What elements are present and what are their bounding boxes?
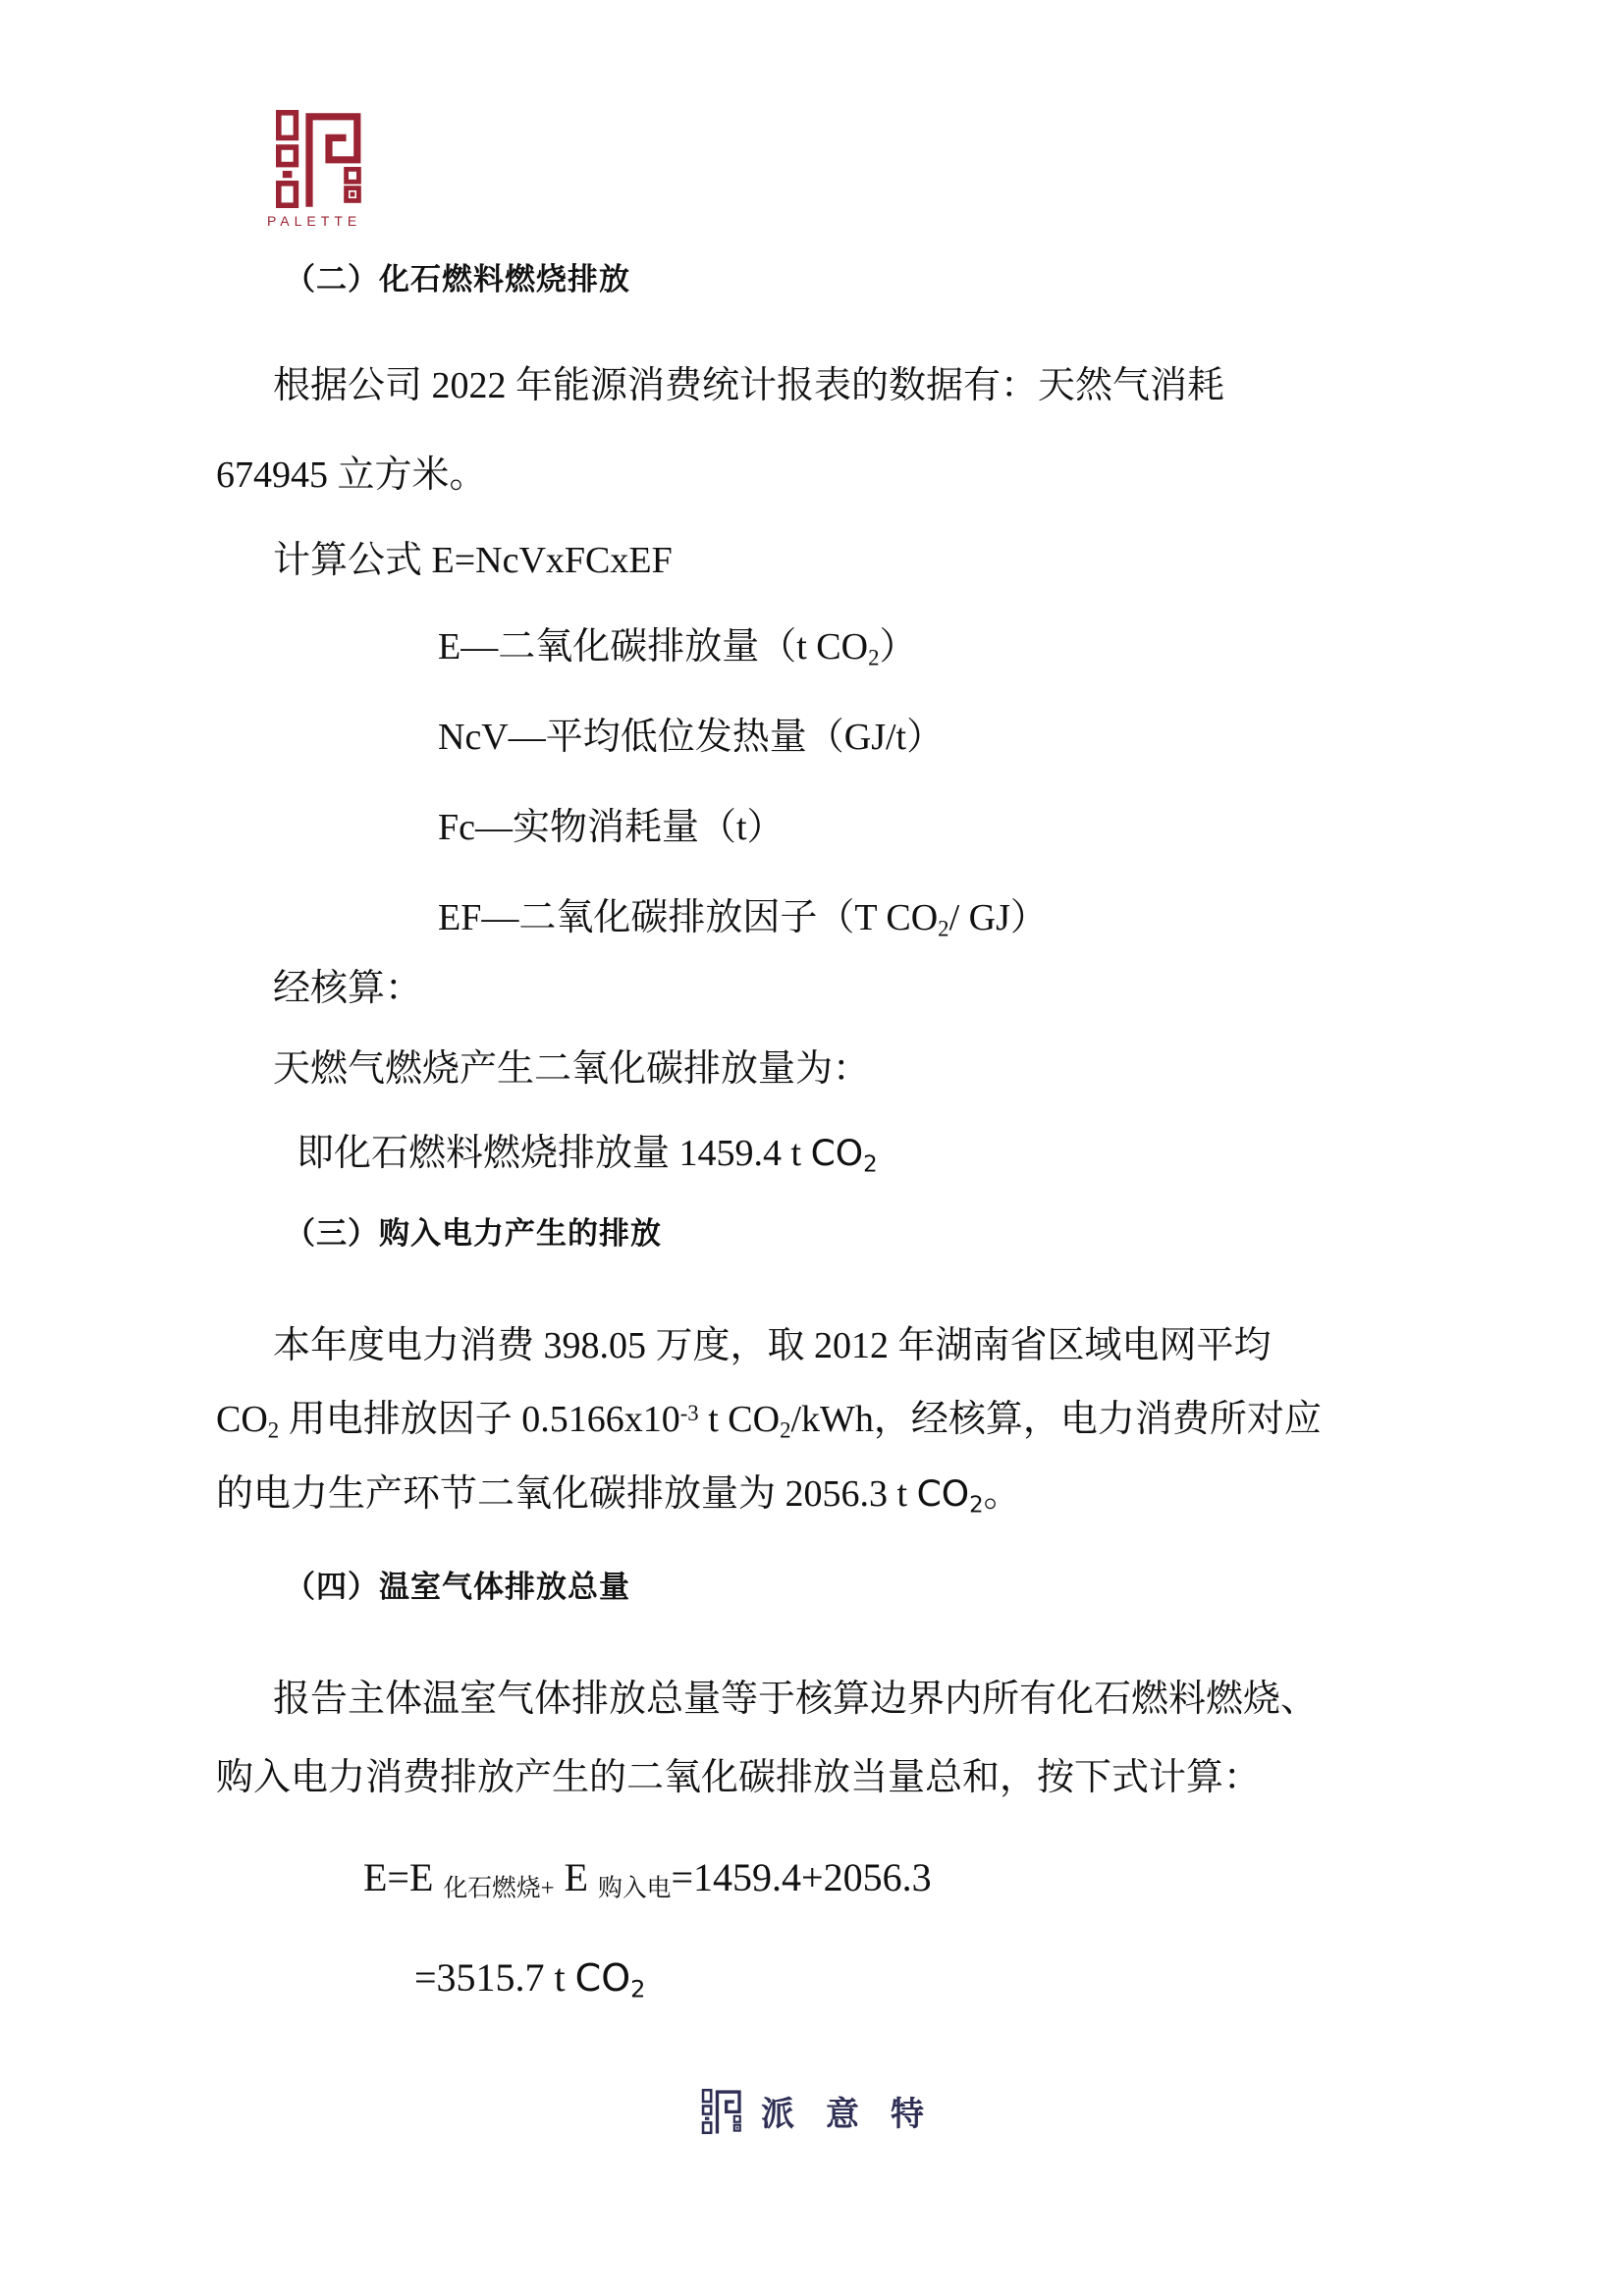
text-run: CO xyxy=(574,1956,631,2000)
total-formula-line xyxy=(363,1853,932,1904)
paragraph-line: 报告主体温室气体排放总量等于核算边界内所有化石燃料燃烧、 xyxy=(273,1679,1319,1720)
palette-logo xyxy=(267,108,383,229)
subscript: 2 xyxy=(969,1492,984,1519)
text-run: 。 xyxy=(983,1473,1021,1515)
text-run: CO xyxy=(216,1399,268,1440)
subscript: 2 xyxy=(868,645,880,670)
text-run: 的电力生产环节二氧化碳排放量为 2056.3 t xyxy=(216,1473,917,1515)
formula-intro-line: 计算公式 E=NcVxFCxEF xyxy=(273,540,673,581)
subscript: 2 xyxy=(267,1417,280,1443)
section-heading-fossil-fuel: （二）化石燃料燃烧排放 xyxy=(285,262,630,296)
formula-definition-fc: Fc—实物消耗量（t） xyxy=(438,807,785,848)
subscript: 购入电 xyxy=(598,1875,672,1902)
text-run: CO xyxy=(916,1473,970,1515)
paragraph-line: 本年度电力消费 398.05 万度，取 2012 年湖南省区域电网平均 xyxy=(273,1325,1272,1366)
text-run: E—二氧化碳排放量（t CO xyxy=(438,626,869,667)
text-run: CO xyxy=(810,1133,864,1174)
subscript: 化石燃烧+ xyxy=(443,1875,555,1902)
paragraph-line: 购入电力消费排放产生的二氧化碳排放当量总和，按下式计算： xyxy=(216,1757,1262,1798)
subscript: 2 xyxy=(780,1417,791,1443)
text-run: E=E xyxy=(363,1855,444,1899)
paragraph-line xyxy=(216,1397,1322,1445)
text-run: 用电排放因子 0.5166x10 xyxy=(279,1399,680,1440)
text-run: EF—二氧化碳排放因子（T CO xyxy=(438,897,939,938)
section-heading-total-ghg: （四）温室气体排放总量 xyxy=(285,1570,630,1604)
subscript: 2 xyxy=(938,916,949,941)
text-run: 即化石燃料燃烧排放量 1459.4 t xyxy=(297,1133,811,1174)
text-run: =1459.4+2056.3 xyxy=(671,1855,932,1899)
verify-label: 经核算： xyxy=(273,968,423,1009)
formula-definition-ef xyxy=(438,895,1048,943)
fossil-result-line xyxy=(297,1131,878,1179)
text-run: E xyxy=(554,1855,599,1899)
superscript: -3 xyxy=(679,1401,699,1426)
footer-brand xyxy=(0,2087,1624,2135)
paragraph-line: 674945 立方米。 xyxy=(216,454,487,496)
formula-definition-ncv: NcV—平均低位发热量（GJ/t） xyxy=(438,717,945,758)
text-run: ） xyxy=(879,626,917,667)
subscript: 2 xyxy=(630,1975,646,2003)
text-run: t CO xyxy=(698,1399,781,1440)
paiyite-logo-icon xyxy=(700,2088,745,2135)
text-run: /kWh，经核算，电力消费所对应 xyxy=(790,1399,1322,1440)
formula-definition-e xyxy=(438,624,916,672)
subscript: 2 xyxy=(863,1151,878,1178)
section-heading-purchased-electricity: （三）购入电力产生的排放 xyxy=(285,1216,662,1251)
paragraph-line: 根据公司 2022 年能源消费统计报表的数据有：天然气消耗 xyxy=(273,365,1225,406)
paragraph-line: 天燃气燃烧产生二氧化碳排放量为： xyxy=(273,1048,871,1090)
text-run: =3515.7 t xyxy=(414,1955,575,2000)
text-run: / GJ） xyxy=(948,897,1048,938)
brand-name: PALETTE xyxy=(267,213,362,229)
palette-logo-icon xyxy=(267,108,375,210)
footer-brand-name: 派意特 xyxy=(761,2096,955,2133)
paragraph-line xyxy=(216,1471,1021,1520)
total-result-line xyxy=(414,1953,645,2004)
